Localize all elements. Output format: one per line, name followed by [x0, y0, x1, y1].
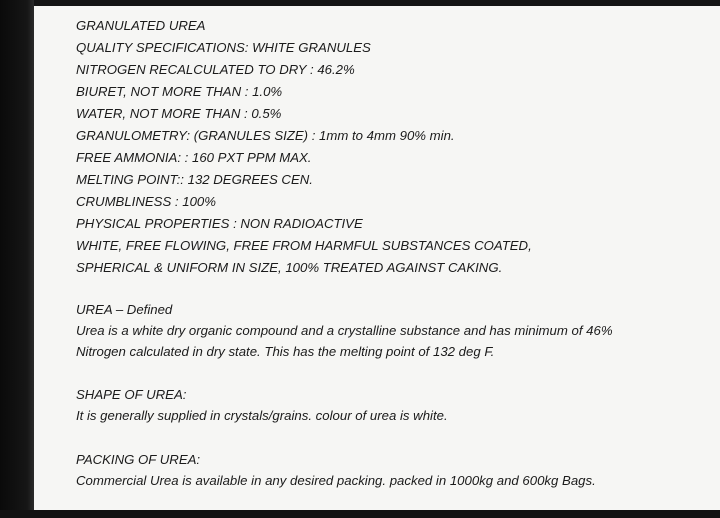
urea-defined-text: Urea is a white dry organic compound and a crystalline substance and has minimum of 46%: [76, 323, 613, 338]
shape-text: It is generally supplied in crystals/grains. colour of urea is white.: [76, 408, 448, 423]
spec-line: FREE AMMONIA: : 160 PXT PPM MAX.: [76, 150, 312, 165]
packing-heading: PACKING OF UREA:: [76, 452, 201, 467]
spec-line: WHITE, FREE FLOWING, FREE FROM HARMFUL SUBSTANCES COATED,: [76, 238, 532, 253]
urea-defined-heading: UREA – Defined: [76, 302, 173, 317]
spec-title: GRANULATED UREA: [76, 18, 206, 33]
left-dark-edge: [0, 0, 34, 518]
urea-defined-text: Nitrogen calculated in dry state. This has the melting point of 132 deg F.: [76, 344, 495, 359]
spec-line: BIURET, NOT MORE THAN : 1.0%: [76, 84, 283, 99]
spec-line: CRUMBLINESS : 100%: [76, 194, 216, 209]
spec-line: WATER, NOT MORE THAN : 0.5%: [76, 106, 282, 121]
spec-line: QUALITY SPECIFICATIONS: WHITE GRANULES: [76, 40, 371, 55]
spec-line: NITROGEN RECALCULATED TO DRY : 46.2%: [76, 62, 355, 77]
spec-line: MELTING POINT:: 132 DEGREES CEN.: [76, 172, 313, 187]
spec-line: GRANULOMETRY: (GRANULES SIZE) : 1mm to 4mm 90% min.: [76, 128, 455, 143]
spec-line: SPHERICAL & UNIFORM IN SIZE, 100% TREATED AGAINST CAKING.: [76, 260, 503, 275]
document-page: [34, 6, 720, 510]
shape-heading: SHAPE OF UREA:: [76, 387, 187, 402]
packing-text: Commercial Urea is available in any desired packing. packed in 1000kg and 600kg Bags.: [76, 473, 596, 488]
spec-line: PHYSICAL PROPERTIES : NON RADIOACTIVE: [76, 216, 363, 231]
bottom-dark-edge: [0, 510, 720, 518]
